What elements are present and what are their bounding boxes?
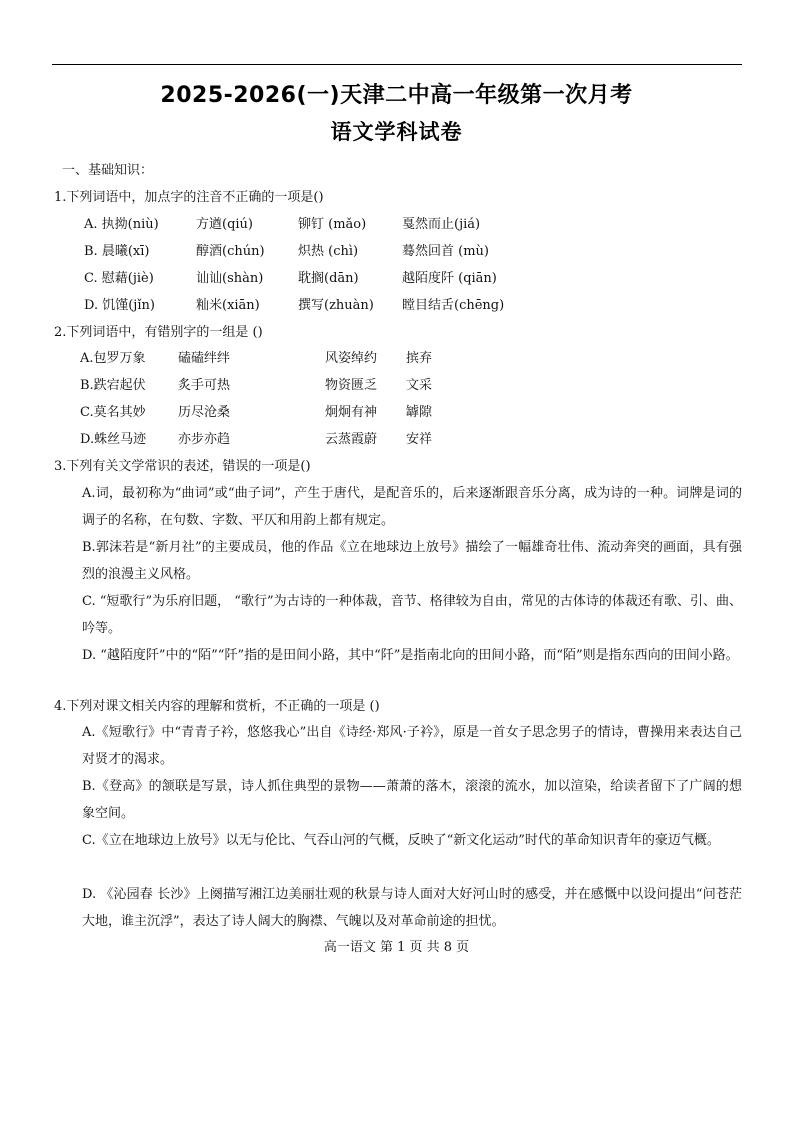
option-cell: C.莫名其妙 — [80, 405, 146, 420]
option-cell: 安祥 — [406, 432, 433, 447]
option-cell: 摈弃 — [406, 351, 433, 366]
option-cell: A.包罗万象 — [80, 351, 146, 366]
option-cell: 云蒸霞蔚 — [325, 432, 378, 447]
exam-subtitle: 语文学科试卷 — [330, 120, 463, 144]
option-cell: 炯炯有神 — [325, 405, 378, 420]
option-cell: 罅隙 — [406, 405, 433, 420]
question-3-option-a: A.词，最初称为“曲词”或“曲子词”，产生于唐代，是配音乐的，后来逐渐跟音乐分离，成为诗的一种。词牌是词的调子的名称，在句数、字数、平仄和用韵上都有规定。 — [82, 486, 742, 528]
header-rule — [52, 64, 742, 65]
option-cell: B. 晨曦(xī) — [84, 244, 150, 259]
option-cell: 历尽沧桑 — [178, 405, 231, 420]
question-4-option-d: D. 《沁园春 长沙》上阕描写湘江边美丽壮观的秋景与诗人面对大好河山时的感受，并在感慨中以设问提出“问苍茫大地，谁主沉浮”，表达了诗人阔大的胸襟、气魄以及对革命前途的担忧。 — [82, 887, 742, 929]
question-4-option-c: C.《立在地球边上放号》以无与伦比、气吞山河的气概，反映了“新文化运动”时代的革命知识青年的豪迈气概。 — [82, 833, 720, 848]
option-cell: D.蛛丝马迹 — [80, 432, 147, 447]
option-cell: 瞠目结舌(chēng) — [402, 298, 505, 313]
option-cell: 风姿绰约 — [325, 351, 378, 366]
option-cell: 耽搁(dān) — [298, 271, 359, 286]
question-3-option-b: B.郭沫若是“新月社”的主要成员，他的作品《立在地球边上放号》描绘了一幅雄奇壮伟、流动奔突的画面，具有强烈的浪漫主义风格。 — [82, 540, 742, 582]
question-1-stem: 1.下列词语中，加点字的注音不正确的一项是() — [54, 190, 324, 205]
option-cell: 籼米(xiān) — [196, 298, 260, 313]
question-3-option-d: D. “越陌度阡”中的“陌”“阡”指的是田间小路，其中“阡”是指南北向的田间小路，而“陌”则是指东西向的田间小路。 — [82, 648, 739, 663]
section-heading: 一、基础知识： — [62, 163, 154, 178]
option-cell: 越陌度阡 (qiān) — [402, 271, 497, 286]
option-cell: 蓦然回首 (mù) — [402, 244, 489, 259]
option-cell: 撰写(zhuàn) — [298, 298, 374, 313]
question-2-stem: 2.下列词语中，有错别字的一组是 () — [54, 325, 263, 340]
option-cell: 讪讪(shàn) — [196, 271, 264, 286]
option-cell: 炽热 (chì) — [298, 244, 359, 259]
question-3-option-c: C. “短歌行”为乐府旧题， “歌行”为古诗的一种体裁，音节、格律较为自由，常见的古体诗的体裁还有歌、引、曲、吟等。 — [82, 594, 742, 636]
option-cell: 亦步亦趋 — [178, 432, 231, 447]
option-cell: A. 执拗(niù) — [84, 217, 159, 232]
option-cell: 炙手可热 — [178, 378, 231, 393]
option-cell: 醇酒(chún) — [196, 244, 265, 259]
option-cell: 戛然而止(jiá) — [402, 217, 481, 232]
option-cell: 方遒(qiú) — [196, 217, 253, 232]
option-cell: 文采 — [406, 378, 433, 393]
page-footer: 高一语文 第 1 页 共 8 页 — [323, 940, 470, 955]
question-3-stem: 3.下列有关文学常识的表述，错误的一项是() — [54, 459, 311, 474]
exam-title: 2025-2026(一)天津二中高一年级第一次月考 — [160, 83, 633, 108]
option-cell: C. 慰藉(jiè) — [84, 271, 154, 286]
option-cell: 磕磕绊绊 — [178, 351, 231, 366]
question-4-option-a: A.《短歌行》中“青青子衿，悠悠我心”出自《诗经·郑风·子衿》，原是一首女子思念男子的情诗，曹操用来表达自己对贤才的渴求。 — [82, 725, 742, 767]
option-cell: 物资匮乏 — [325, 378, 378, 393]
option-cell: B.跌宕起伏 — [80, 378, 146, 393]
question-4-stem: 4.下列对课文相关内容的理解和赏析，不正确的一项是 () — [54, 699, 380, 714]
option-cell: 铆钉 (mǎo) — [298, 217, 367, 232]
question-4-option-b: B.《登高》的颔联是写景，诗人抓住典型的景物——萧萧的落木，滚滚的流水，加以渲染，给读者留下了广阔的想象空间。 — [82, 779, 742, 821]
option-cell: D. 饥馑(jǐn) — [84, 298, 155, 313]
